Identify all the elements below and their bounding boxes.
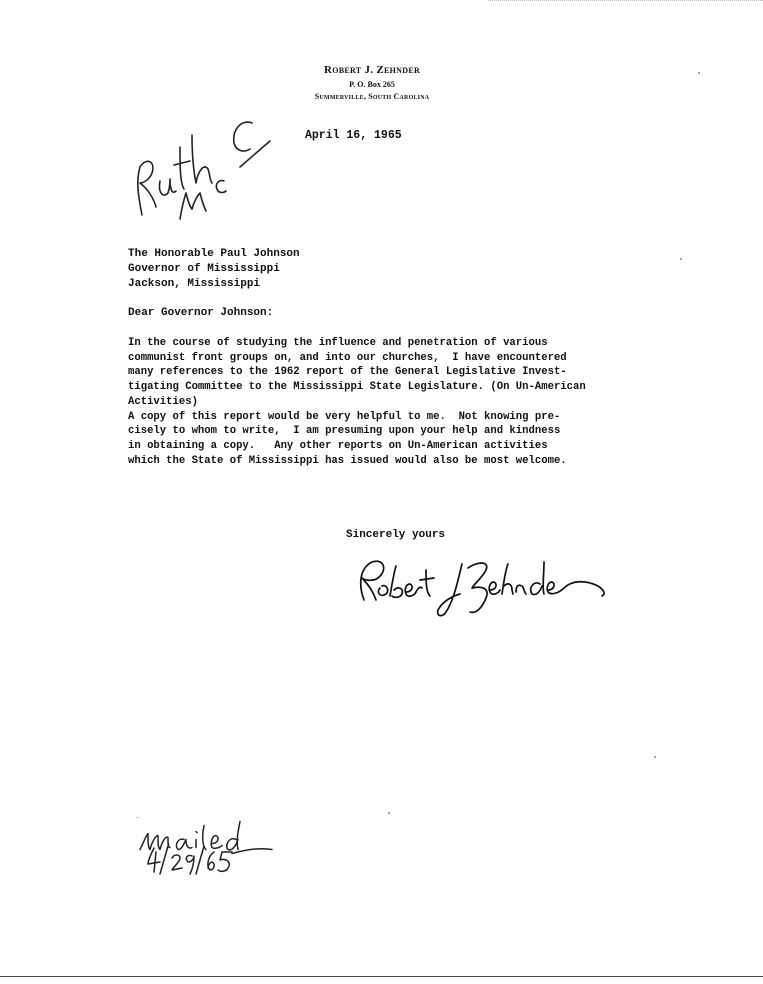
- body-line: communist front groups on, and into our churches, I have encountered: [128, 351, 567, 364]
- letterhead-city: Summerville, South Carolina: [314, 92, 430, 102]
- recipient-line: Governor of Mississippi: [128, 263, 280, 275]
- letterhead-po-box: P. O. Box 265: [349, 80, 395, 90]
- salutation: Dear Governor Johnson:: [128, 307, 274, 319]
- letterhead-name: Robert J. Zehnder: [323, 64, 421, 76]
- letter-date: April 16, 1965: [305, 129, 402, 142]
- body-line: in obtaining a copy. Any other reports on Un-American activities: [128, 439, 548, 452]
- closing: Sincerely yours: [346, 529, 446, 541]
- paper-speck: [388, 812, 390, 814]
- handwritten-mailed-date: [142, 838, 252, 880]
- body-line: which the State of Mississippi has issued would also be most welcome.: [128, 454, 567, 467]
- signature-text: [350, 550, 359, 551]
- body-line: tigating Committee to the Mississippi State Legislature. (On Un-American: [128, 381, 586, 394]
- body-line: A copy of this report would be very helpful to me. Not knowing pre-: [128, 410, 561, 423]
- body-line: In the course of studying the influence and penetration of various: [128, 337, 548, 349]
- mailed-date-text: [142, 838, 146, 839]
- letter-body: [128, 336, 586, 468]
- page-bottom-edge: [0, 976, 763, 977]
- paper-speck: [698, 72, 700, 74]
- paper-speck: [654, 756, 656, 758]
- body-line: cisely to whom to write, I am presuming upon your help and kindness: [128, 425, 561, 438]
- mailed-label-text: [136, 817, 140, 819]
- recipient-line: The Honorable Paul Johnson: [128, 248, 300, 260]
- body-line: Activities): [128, 395, 198, 408]
- signature: [350, 550, 620, 625]
- recipient-address: [128, 247, 300, 292]
- handwritten-ruth-text: [120, 95, 126, 96]
- top-edge-dots: [488, 0, 763, 1]
- body-line: many references to the 1962 report of the General Legislative Invest-: [128, 366, 567, 379]
- handwritten-ruth-note: [120, 95, 300, 235]
- paper-speck: [680, 258, 682, 260]
- recipient-line: Jackson, Mississippi: [128, 278, 261, 290]
